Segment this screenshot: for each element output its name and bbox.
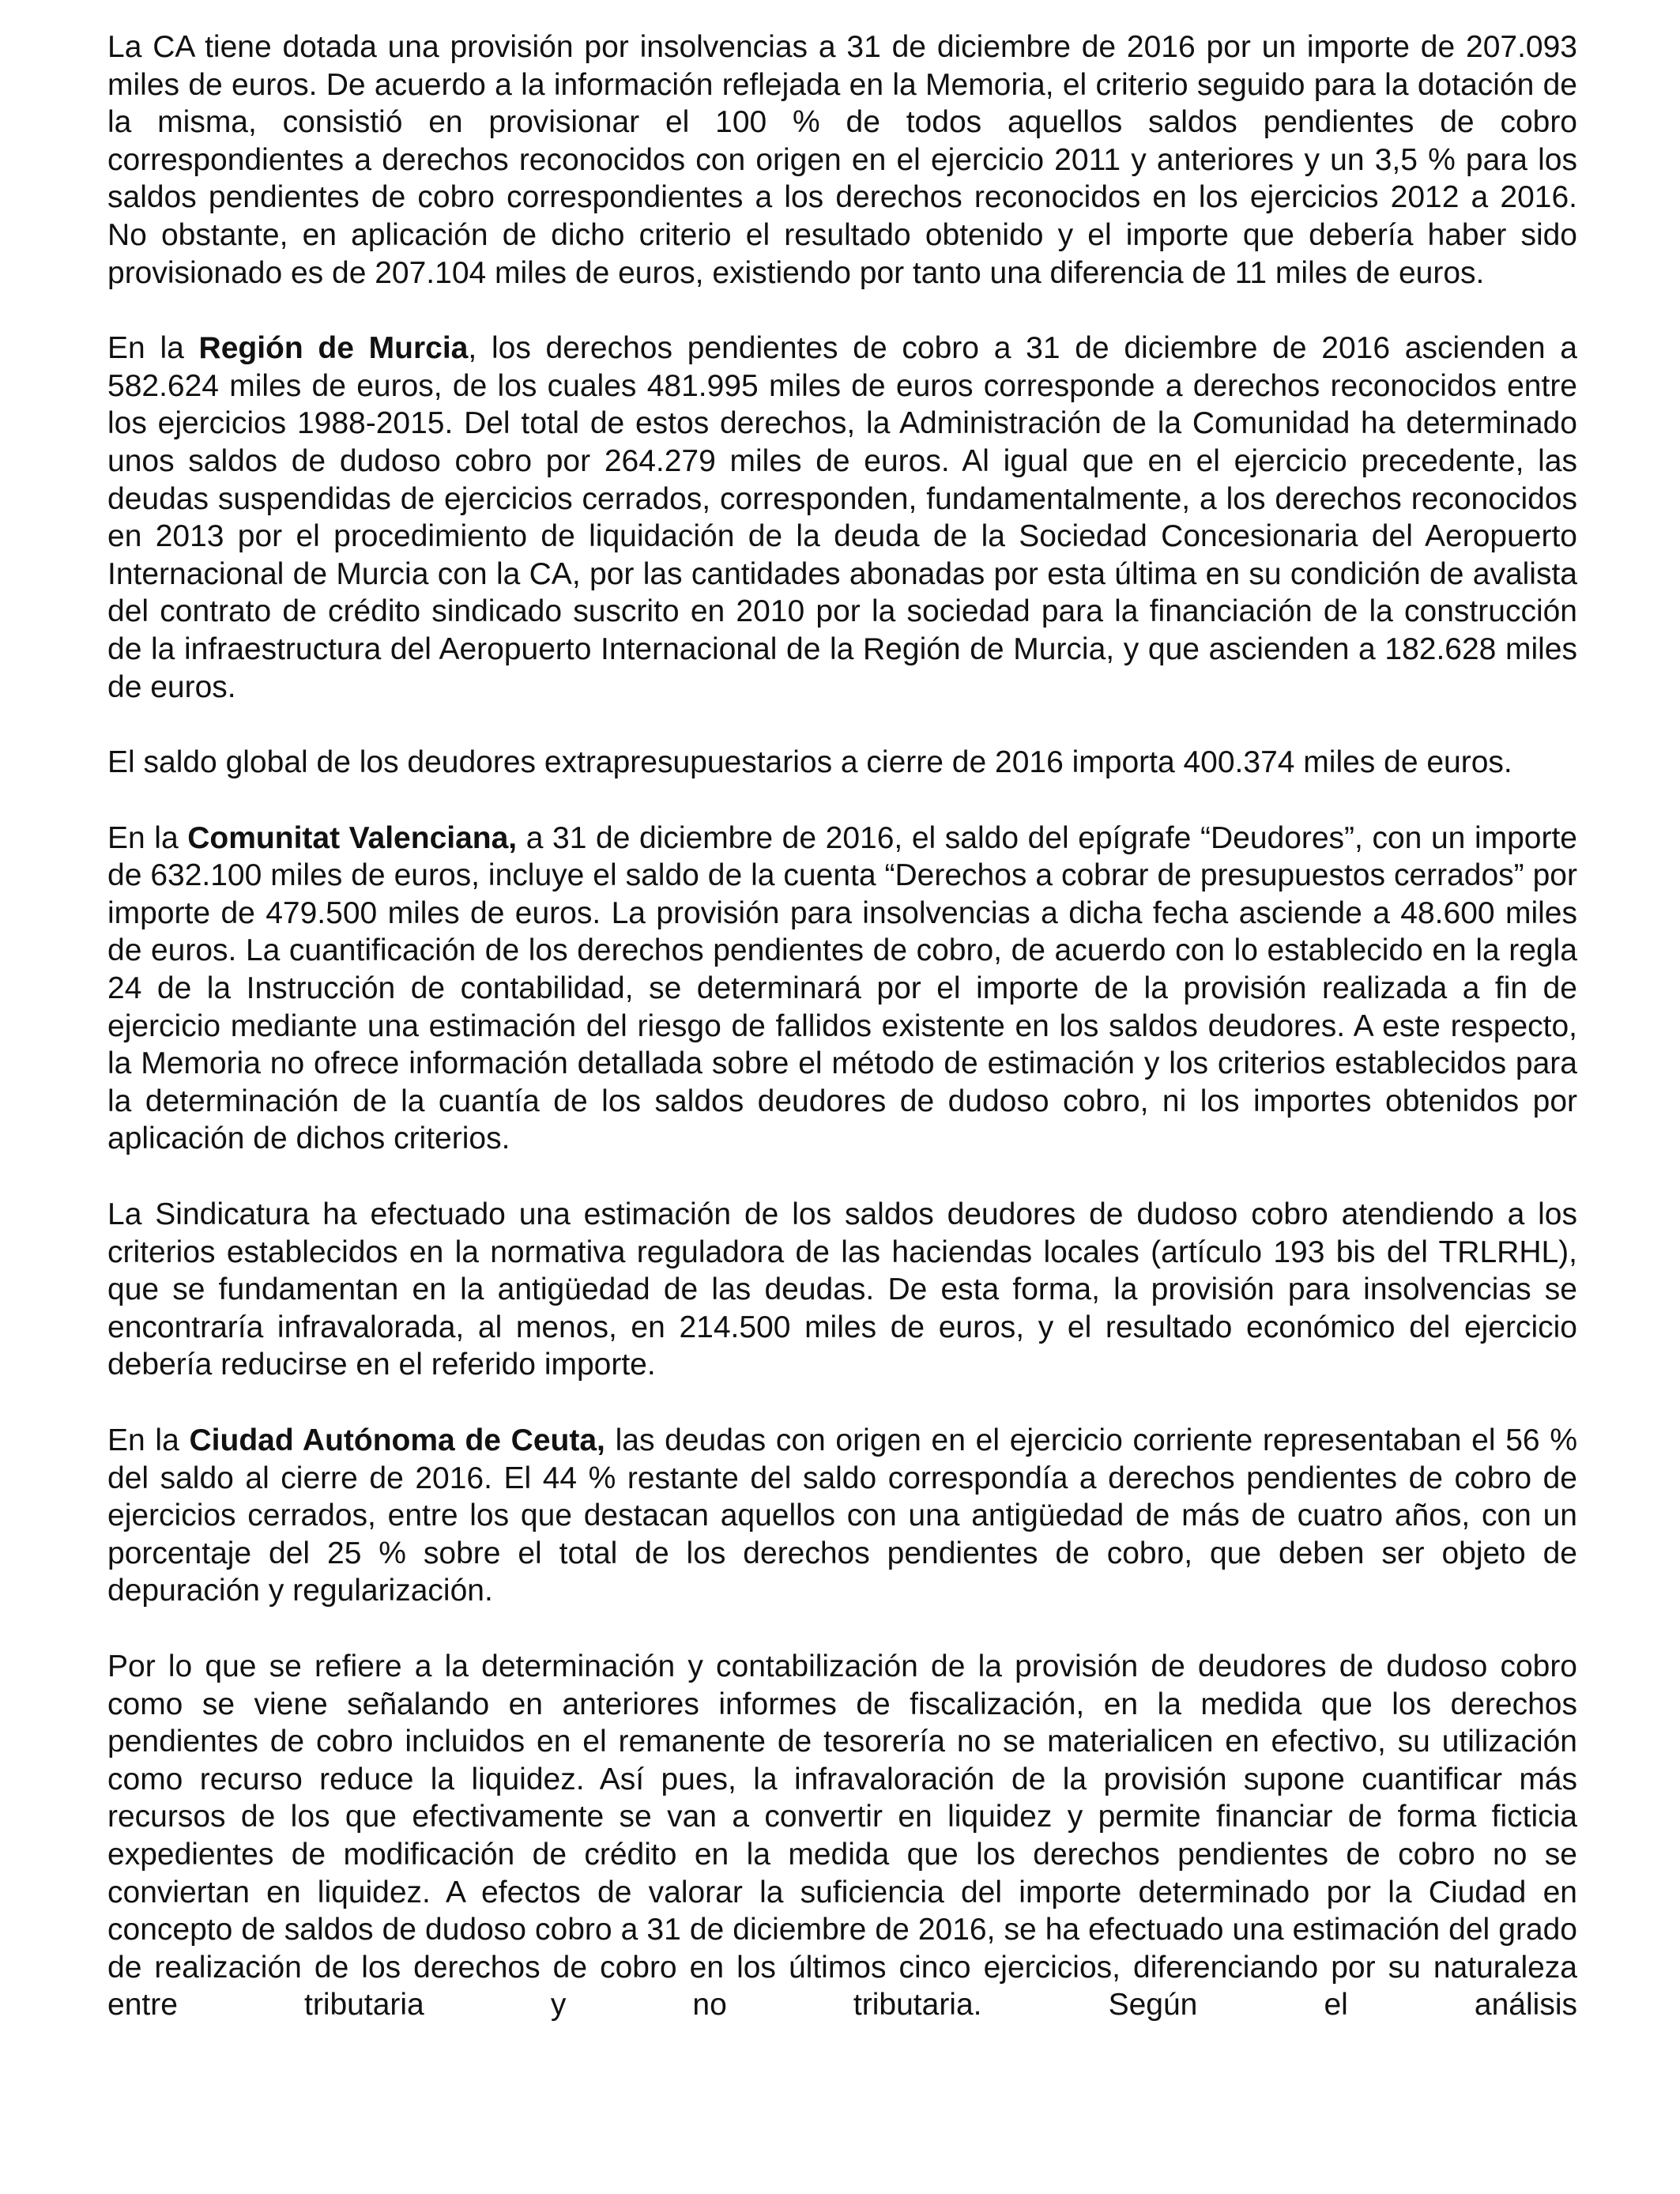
paragraph-text: La Sindicatura ha efectuado una estimación de los saldos deudores de dudoso cobro atendiendo a los criterios establecidos en la normativa reguladora de las haciendas locales (artículo 193 bis del TRLRHL), que se fundamentan en la antigüedad de las deudas. De esta forma, la provisión para insolvencias se encontraría infravalorada, al menos, en 214.500 miles de euros, y el resultado económico del ejercicio debería reducirse en el referido importe. xyxy=(107,1197,1577,1382)
paragraph-ciudad-ceuta xyxy=(107,1422,1577,1610)
paragraph-lead: En la xyxy=(107,1423,190,1457)
paragraph-text: Por lo que se refiere a la determinación y contabilización de la provisión de deudores de dudoso cobro como se viene señalando en anteriores informes de fiscalización, en la medida que los derechos pendientes de cobro incluidos en el remanente de tesorería no se materialicen en efectivo, su utilización como recurso reduce la liquidez. Así pues, la infravaloración de la provisión supone cuantificar más recursos de los que efectivamente se van a convertir en liquidez y permite financiar de forma ficticia expedientes de modificación de crédito en la medida que los derechos pendientes de cobro no se conviertan en liquidez. A efectos de valorar la suficiencia del importe determinado por la Ciudad en concepto de saldos de dudoso cobro a 31 de diciembre de 2016, se ha efectuado una estimación del grado de realización de los derechos de cobro en los últimos cinco ejercicios, diferenciando por su naturaleza entre tributaria y no tributaria. Según el análisis xyxy=(107,1649,1577,2022)
paragraph-comunitat-valenciana xyxy=(107,820,1577,1158)
paragraph-heading-region-murcia: Región de Murcia xyxy=(198,331,469,366)
paragraph-provision-deudores xyxy=(107,1648,1577,2024)
paragraph-text: , los derechos pendientes de cobro a 31 de diciembre de 2016 ascienden a 582.624 miles de euros, de los cuales 481.995 miles de euros corresponde a derechos reconocidos entre los ejercicios 1988-2015. Del total de estos derechos, la Administración de la Comunidad ha determinado unos saldos de dudoso cobro por 264.279 miles de euros. Al igual que en el ejercicio precedente, las deudas suspendidas de ejercicios cerrados, corresponden, fundamentalmente, a los derechos reconocidos en 2013 por el procedimiento de liquidación de la deuda de la Sociedad Concesionaria del Aeropuerto Internacional de Murcia con la CA, por las cantidades abonadas por esta última en su condición de avalista del contrato de crédito sindicado suscrito en 2010 por la sociedad para la financiación de la construcción de la infraestructura del Aeropuerto Internacional de la Región de Murcia, y que ascienden a 182.628 miles de euros. xyxy=(107,331,1578,704)
paragraph-text: El saldo global de los deudores extrapresupuestarios a cierre de 2016 importa 400.374 miles de euros. xyxy=(107,745,1512,780)
paragraph-text: las deudas con origen en el ejercicio corriente representaban el 56 % del saldo al cierre de 2016. El 44 % restante del saldo correspondía a derechos pendientes de cobro de ejercicios cerrados, entre los que destacan aquellos con una antigüedad de más de cuatro años, con un porcentaje del 25 % sobre el total de los derechos pendientes de cobro, que deben ser objeto de depuración y regularización. xyxy=(107,1423,1578,1608)
paragraph-heading-comunitat-valenciana: Comunitat Valenciana, xyxy=(187,820,518,855)
paragraph-text: La CA tiene dotada una provisión por insolvencias a 31 de diciembre de 2016 por un importe de 207.093 miles de euros. De acuerdo a la información reflejada en la Memoria, el criterio seguido para la dotación de la misma, consistió en provisionar el 100 % de todos aquellos saldos pendientes de cobro correspondientes a derechos reconocidos con origen en el ejercicio 2011 y anteriores y un 3,5 % para los saldos pendientes de cobro correspondientes a los derechos reconocidos en los ejercicios 2012 a 2016. No obstante, en aplicación de dicho criterio el resultado obtenido y el importe que debería haber sido provisionado es de 207.104 miles de euros, existiendo por tanto una diferencia de 11 miles de euros. xyxy=(107,30,1577,290)
paragraph-sindicatura xyxy=(107,1196,1577,1384)
document-page xyxy=(107,28,1577,2024)
paragraph-lead: En la xyxy=(107,331,199,366)
paragraph-heading-ciudad-ceuta: Ciudad Autónoma de Ceuta, xyxy=(189,1423,605,1457)
paragraph-region-murcia xyxy=(107,330,1577,706)
paragraph-ca-provision xyxy=(107,28,1577,292)
paragraph-lead: En la xyxy=(107,820,188,855)
paragraph-text: a 31 de diciembre de 2016, el saldo del epígrafe “Deudores”, con un importe de 632.100 miles de euros, incluye el saldo de la cuenta “Derechos a cobrar de presupuestos cerrados” por importe de 479.500 miles de euros. La provisión para insolvencias a dicha fecha asciende a 48.600 miles de euros. La cuantificación de los derechos pendientes de cobro, de acuerdo con lo establecido en la regla 24 de la Instrucción de contabilidad, se determinará por el importe de la provisión realizada a fin de ejercicio mediante una estimación del riesgo de fallidos existente en los saldos deudores. A este respecto, la Memoria no ofrece información detallada sobre el método de estimación y los criterios establecidos para la determinación de la cuantía de los saldos deudores de dudoso cobro, ni los importes obtenidos por aplicación de dichos criterios. xyxy=(107,820,1577,1156)
paragraph-deudores-extrapresupuestarios xyxy=(107,744,1577,782)
